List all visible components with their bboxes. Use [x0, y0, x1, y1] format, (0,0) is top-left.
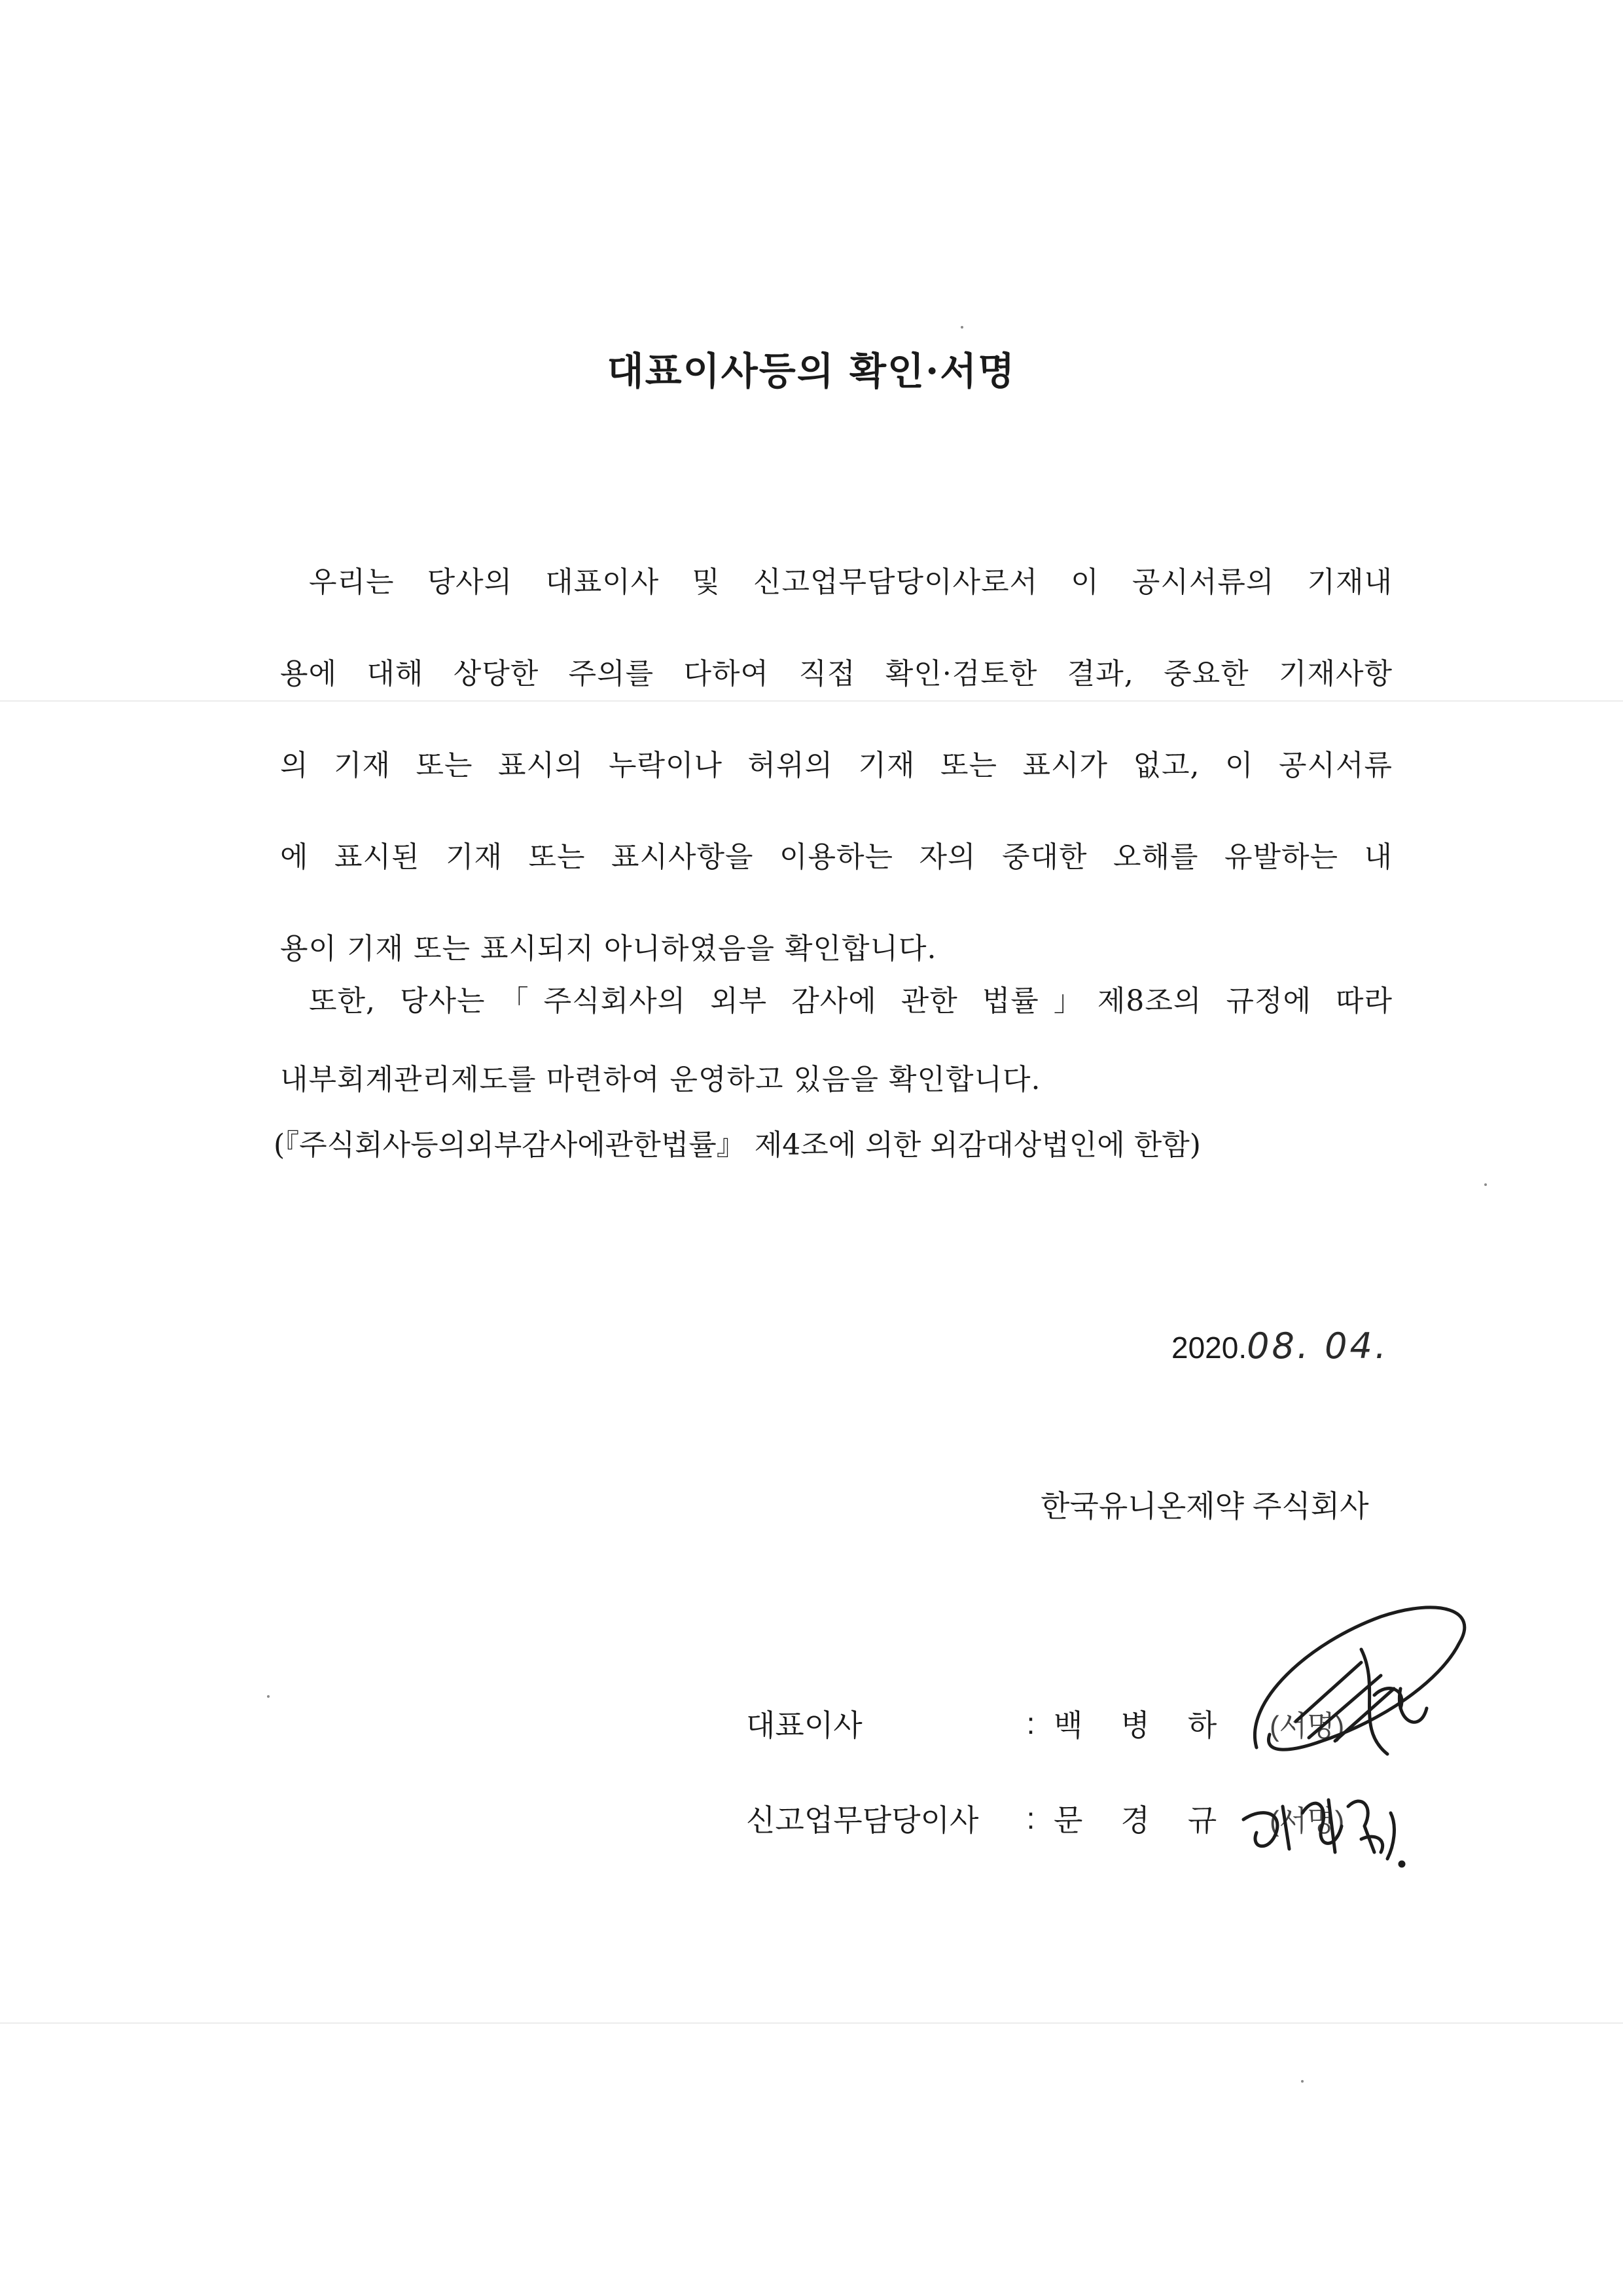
paragraph-line: 내부회계관리제도를 마련하여 운영하고 있음을 확인합니다. [280, 1063, 1041, 1096]
paragraph-line: 에 표시된 기재 또는 표시사항을 이용하는 자의 중대한 오해를 유발하는 내 [280, 840, 1393, 874]
signatory-name: 백병하 [1054, 1708, 1255, 1742]
signature-stroke [1255, 1607, 1464, 1749]
page-title: 대표이사등의 확인·서명 [607, 349, 1016, 393]
paragraph-line: 용에 대해 상당한 주의를 다하여 직접 확인·검토한 결과, 중요한 기재사항 [280, 657, 1393, 691]
signature-stroke [1302, 1800, 1342, 1852]
signature-stroke [1296, 1662, 1394, 1741]
scan-speck [267, 1695, 270, 1698]
confirmation-paragraph [280, 537, 1393, 995]
paragraph-line: 용이 기재 또는 표시되지 아니하였음을 확인합니다. [280, 932, 937, 965]
paragraph-line: 우리는 당사의 대표이사 및 신고업무담당이사로서 이 공시서류의 기재내 [309, 565, 1393, 599]
signature-label: (서명) [1270, 1710, 1345, 1742]
separator-colon: : [1026, 1801, 1035, 1835]
applicability-note: (『주식회사등의외부감사에관한법률』 제4조에 의한 외감대상법인에 한함) [274, 1128, 1201, 1162]
signatory-name: 문경규 [1054, 1803, 1255, 1837]
date-handwritten: 08. 04. [1247, 1325, 1389, 1367]
signature-stroke [1243, 1806, 1289, 1849]
scan-speck [1301, 2080, 1304, 2083]
scan-speck [1484, 1183, 1487, 1186]
signatory-role: 신고업무담당이사 [746, 1803, 979, 1837]
internal-control-paragraph [280, 962, 1393, 1119]
scan-artifact-line [0, 2022, 1623, 2024]
date-printed: 2020. [1171, 1331, 1247, 1365]
document-date [1171, 1325, 1389, 1367]
company-name: 한국유니온제약 주식회사 [1041, 1489, 1369, 1523]
signature-stroke [1387, 1813, 1394, 1859]
paragraph-line: 의 기재 또는 표시의 누락이나 허위의 기재 또는 표시가 없고, 이 공시서류 [280, 749, 1393, 782]
handwritten-signatures [1230, 1590, 1505, 1931]
signature-stroke [1361, 1649, 1427, 1754]
signatory-role: 대표이사 [746, 1708, 863, 1742]
scan-speck [961, 326, 963, 329]
signature-label: (서명) [1270, 1805, 1345, 1837]
paragraph-line: 또한, 당사는「주식회사의 외부 감사에 관한 법률」제8조의 규정에 따라 [309, 984, 1393, 1018]
signature-stroke [1348, 1801, 1383, 1852]
separator-colon: : [1026, 1706, 1035, 1740]
signature-dot [1400, 1862, 1404, 1866]
